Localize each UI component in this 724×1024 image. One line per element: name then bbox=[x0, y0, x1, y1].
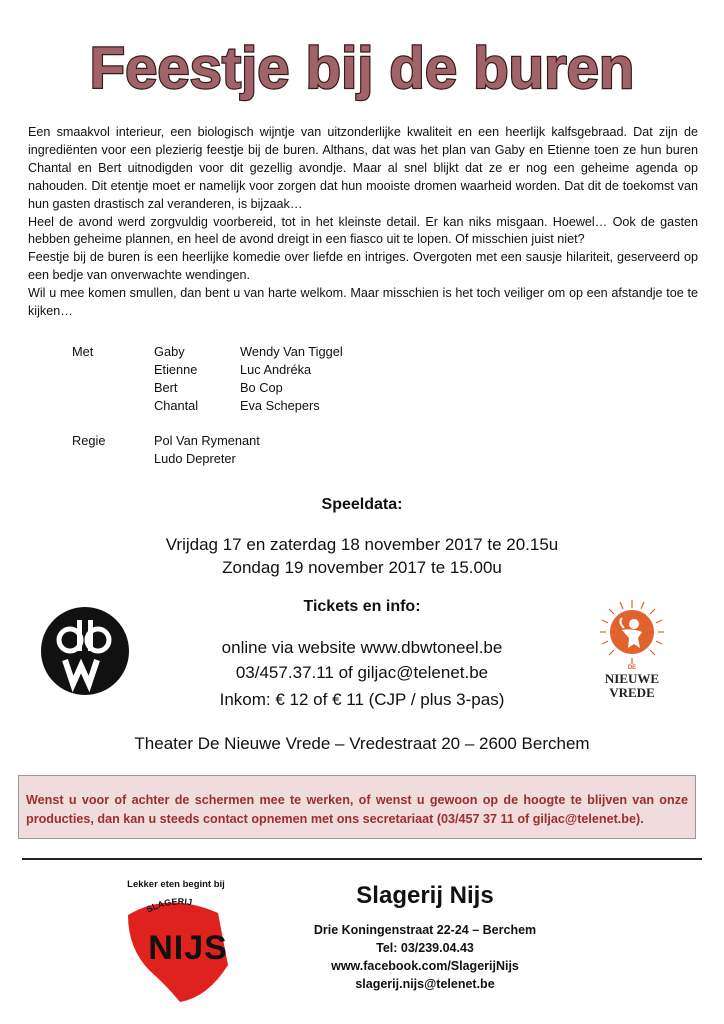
actor-name: Eva Schepers bbox=[240, 398, 320, 413]
director-name: Pol Van Rymenant bbox=[154, 433, 260, 448]
sponsor-phone: Tel: 03/239.04.43 bbox=[376, 941, 474, 955]
dbw-logo-text: dbw bbox=[84, 694, 86, 695]
intro-paragraph: Feestje bij de buren is een heerlijke komedie over liefde en intriges. Overgoten met een sausje hilariteit, geserveerd op een bedje van onverwachte wendingen. bbox=[28, 250, 698, 283]
title-text: Feestje bij de buren bbox=[89, 36, 635, 101]
regie-row bbox=[72, 433, 472, 451]
sponsor-email-link[interactable]: slagerij.nijs@telenet.be bbox=[355, 977, 495, 991]
role-name: Etienne bbox=[154, 362, 198, 377]
actor-name: Bo Cop bbox=[240, 380, 283, 395]
director-name: Ludo Depreter bbox=[154, 451, 236, 466]
regie-label: Regie bbox=[72, 433, 106, 448]
speeldata-line: Vrijdag 17 en zaterdag 18 november 2017 te 20.15u bbox=[165, 535, 559, 554]
regie-row bbox=[72, 451, 472, 469]
cast-row bbox=[72, 398, 472, 416]
notice-text: Wenst u voor of achter de schermen mee te werken, of wenst u gewoon op de hoogte te blijven van onze producties, dan kan u steeds contact opnemen met ons secretariaat (03/457 37 11 of giljac@telenet.be). bbox=[26, 793, 688, 826]
slagerij-nijs-logo bbox=[108, 875, 268, 1005]
intro-paragraph: Wil u mee komen smullen, dan bent u van harte welkom. Maar misschien is het toch veiliger om op een afstandje toe te kijken… bbox=[28, 286, 698, 319]
nijs-tagline: Lekker eten begint bij bbox=[127, 879, 225, 890]
dbw-logo bbox=[40, 606, 130, 696]
intro-paragraph: Een smaakvol interieur, een biologisch wijntje van uitzonderlijke kwaliteit en een heerlijk kalfsgebraad. Dat zijn de ingrediënten voor een plezierig feestje bij de buren. Althans, dat was het plan van Gaby en Etienne toen ze hun buren Chantal en Bert uitnodigden voor dit gezellig avondje. Maar al snel blijkt dat ze er nog een geheime agenda op nahouden. Dit etentje moet er namelijk voor zorgen dat hun mooiste dromen waarheid worden. Dat dit de toekomst van hun gasten drastisch zal veranderen, is bijzaak… bbox=[28, 125, 698, 211]
intro-paragraph: Heel de avond werd zorgvuldig voorbereid, tot in het kleinste detail. Er kan niks misgaan. Hoewel… Ook de gasten hebben geheime plannen, en heel de avond dreigt in een fiasco uit te lopen. Of misschien juist niet? bbox=[28, 214, 698, 247]
sponsor-name: Slagerij Nijs bbox=[356, 882, 494, 909]
speeldata-heading: Speeldata: bbox=[321, 496, 403, 513]
tickets-line: 03/457.37.11 of giljac@telenet.be bbox=[235, 663, 489, 682]
notice-box bbox=[18, 775, 696, 839]
divider bbox=[22, 858, 702, 860]
role-name: Chantal bbox=[154, 398, 199, 413]
tickets-line: online via website www.dbwtoneel.be bbox=[221, 638, 503, 657]
met-label: Met bbox=[72, 344, 94, 359]
role-name: Gaby bbox=[154, 344, 185, 359]
intro-text bbox=[28, 124, 698, 321]
tickets-line: Inkom: € 12 of € 11 (CJP / plus 3-pas) bbox=[219, 690, 505, 709]
nijs-arc-text: SLAGERIJ bbox=[144, 896, 193, 915]
tickets-heading: Tickets en info: bbox=[303, 598, 421, 615]
venue-line: Theater De Nieuwe Vrede – Vredestraat 20 – 2600 Berchem bbox=[134, 734, 590, 753]
nv-logo-de: DE bbox=[627, 665, 637, 671]
nijs-logo-name: NIJS bbox=[148, 929, 228, 967]
nieuwe-vrede-logo bbox=[594, 598, 670, 704]
cast-row bbox=[72, 344, 472, 362]
actor-name: Luc Andréka bbox=[240, 362, 312, 377]
nv-logo-line2: VREDE bbox=[609, 685, 655, 700]
speeldata-line: Zondag 19 november 2017 te 15.00u bbox=[222, 558, 502, 577]
actor-name: Wendy Van Tiggel bbox=[240, 344, 343, 359]
nv-logo-line1: NIEUWE bbox=[604, 671, 660, 686]
sponsor-address: Drie Koningenstraat 22-24 – Berchem bbox=[313, 923, 537, 937]
cast-row bbox=[72, 380, 472, 398]
role-name: Bert bbox=[154, 380, 178, 395]
cast-row bbox=[72, 362, 472, 380]
sponsor-facebook-link[interactable]: www.facebook.com/SlagerijNijs bbox=[331, 959, 519, 973]
page-title bbox=[0, 34, 724, 104]
